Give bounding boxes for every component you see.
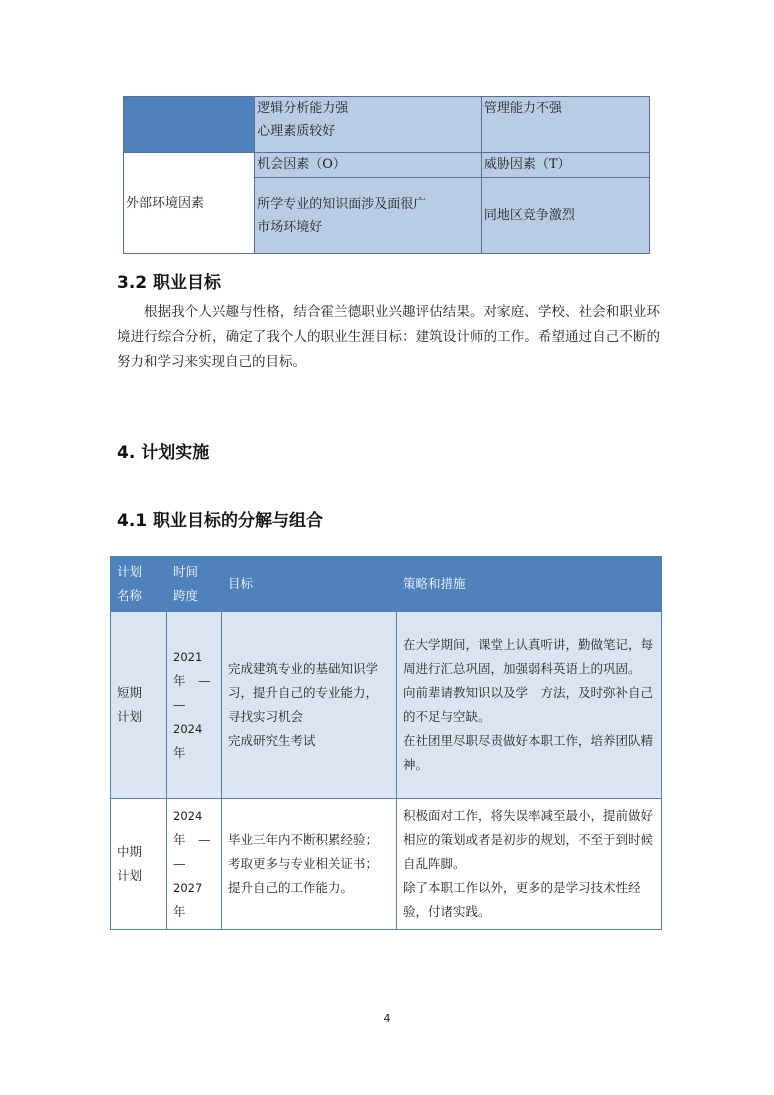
short-term-strategy-3: 在社团里尽职尽责做好本职工作，培养团队精神。	[403, 733, 654, 772]
swot-weakness: 管理能力不强	[483, 101, 562, 116]
header-strategy: 策略和措施	[397, 557, 662, 612]
mid-term-goal-2: 考取更多与专业相关证书；	[228, 856, 379, 871]
short-term-goal-1: 完成建筑专业的基础知识学习，提升自己的专业能力，	[228, 661, 379, 700]
mid-term-span-start: 2024	[173, 809, 203, 823]
swot-external-label: 外部环境因素	[126, 195, 205, 211]
short-term-name	[111, 612, 167, 799]
mid-term-strategy-1: 积极面对工作，将失误率减至最小，提前做好相应的策划或者是初步的规划，不至于到时候自乱阵脚。	[403, 808, 654, 871]
header-plan-name-line1: 计划	[117, 564, 143, 579]
mid-term-span-year: 年	[173, 904, 186, 919]
header-plan-name-line2: 名称	[117, 588, 143, 603]
short-term-name-line2: 计划	[117, 709, 143, 724]
header-goal: 目标	[222, 557, 397, 612]
mid-term-span	[167, 799, 222, 930]
swot-opportunity-1: 所学专业的知识面涉及面很广	[257, 196, 427, 212]
short-term-goal	[222, 612, 397, 799]
swot-external-label-cell	[124, 153, 255, 254]
plan-row-mid-term	[111, 799, 662, 930]
short-term-span-end: 2024	[173, 722, 203, 736]
swot-threat-header: 威胁因素（T）	[481, 153, 649, 178]
header-time-span-line2: 跨度	[173, 588, 199, 603]
header-time-span-line1: 时间	[173, 564, 199, 579]
short-term-span-start: 2021	[173, 650, 203, 664]
heading-3-2: 3.2 职业目标	[117, 273, 222, 293]
heading-4-1: 4.1 职业目标的分解与组合	[117, 511, 324, 531]
swot-row-external-headers	[124, 153, 650, 178]
short-term-span-year: 年	[173, 745, 186, 760]
mid-term-span-dash1: 年 —	[173, 832, 211, 847]
swot-strength-1: 逻辑分析能力强	[257, 101, 349, 116]
plan-header-row	[111, 557, 662, 612]
short-term-goal-2: 寻找实习机会	[228, 709, 304, 724]
mid-term-name	[111, 799, 167, 930]
page-number: 4	[383, 1012, 391, 1025]
plan-row-short-term	[111, 612, 662, 799]
mid-term-goal-3: 提升自己的工作能力。	[228, 880, 354, 895]
swot-strength-2: 心理素质较好	[257, 124, 336, 139]
short-term-name-line1: 短期	[117, 685, 143, 700]
short-term-strategy-2: 向前辈请教知识以及学 方法，及时弥补自己的不足与空缺。	[403, 685, 654, 724]
short-term-strategy	[397, 612, 662, 799]
mid-term-name-line2: 计划	[117, 868, 143, 883]
swot-internal-label-cell	[124, 97, 255, 153]
swot-row-internal	[124, 97, 650, 153]
heading-4: 4. 计划实施	[117, 443, 210, 463]
swot-opportunity-2: 市场环境好	[257, 219, 323, 235]
plan-table	[110, 556, 662, 930]
paragraph-career-goal: 根据我个人兴趣与性格，结合霍兰德职业兴趣评估结果。对家庭、学校、社会和职业环境进行综合分析，确定了我个人的职业生涯目标：建筑设计师的工作。希望通过自己不断的努力和学习来实现自己的目标。	[117, 304, 660, 370]
short-term-span	[167, 612, 222, 799]
mid-term-strategy-2: 除了本职工作以外，更多的是学习技术性经验，付诸实践。	[403, 880, 641, 919]
header-time-span	[167, 557, 222, 612]
mid-term-strategy	[397, 799, 662, 930]
swot-table	[123, 96, 650, 254]
mid-term-span-dash2: —	[173, 856, 186, 871]
mid-term-goal-1: 毕业三年内不断积累经验；	[228, 832, 379, 847]
mid-term-name-line1: 中期	[117, 844, 143, 859]
short-term-goal-3: 完成研究生考试	[228, 733, 316, 748]
mid-term-goal	[222, 799, 397, 930]
short-term-span-dash1: 年 —	[173, 673, 211, 688]
short-term-strategy-1: 在大学期间，课堂上认真听讲，勤做笔记，每周进行汇总巩固，加强弱科英语上的巩固。	[403, 637, 654, 676]
mid-term-span-end: 2027	[173, 881, 203, 895]
swot-strengths-cell	[255, 97, 482, 153]
swot-threat: 同地区竞争激烈	[483, 208, 575, 223]
swot-threats-cell	[481, 178, 649, 254]
swot-weakness-cell	[481, 97, 649, 153]
swot-opportunities-cell	[255, 178, 482, 254]
header-plan-name	[111, 557, 167, 612]
swot-opportunity-header: 机会因素（O）	[255, 153, 482, 178]
short-term-span-dash2: —	[173, 697, 186, 712]
